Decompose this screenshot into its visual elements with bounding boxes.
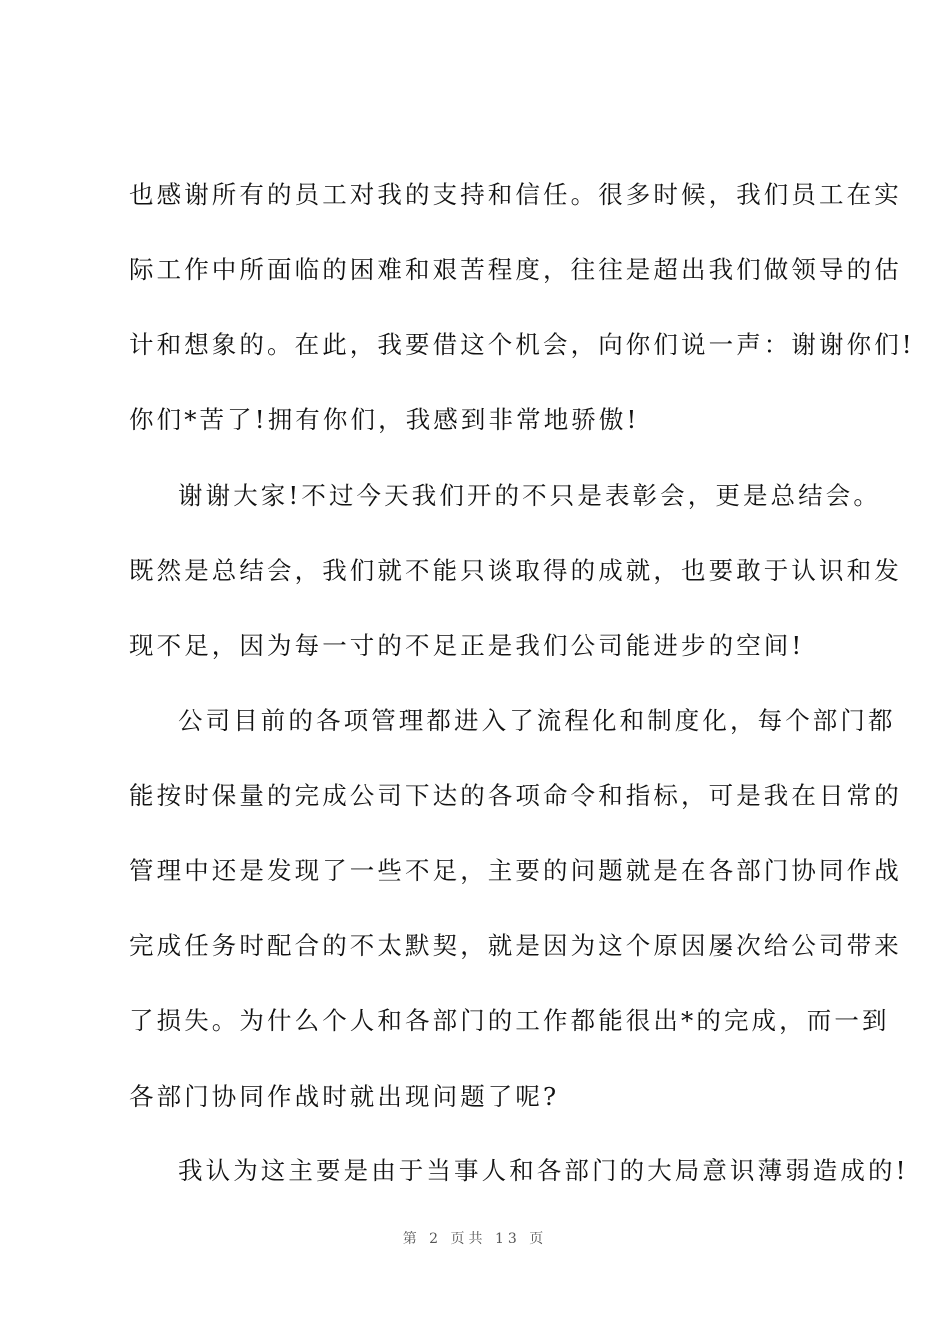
page-footer: 第 2 页共 13 页 bbox=[402, 1231, 548, 1247]
paragraph-line: 管理中还是发现了一些不足，主要的问题就是在各部门协同作战 bbox=[129, 856, 902, 885]
paragraph-line: 各部门协同作战时就出现问题了呢? bbox=[129, 1082, 560, 1111]
paragraph-line: 计和想象的。在此，我要借这个机会，向你们说一声：谢谢你们! bbox=[129, 330, 915, 359]
paragraph-line: 了损失。为什么个人和各部门的工作都能很出*的完成，而一到 bbox=[129, 1006, 890, 1035]
paragraph-line: 谢谢大家!不过今天我们开的不只是表彰会，更是总结会。 bbox=[178, 481, 881, 510]
paragraph-line: 也感谢所有的员工对我的支持和信任。很多时候，我们员工在实 bbox=[129, 180, 902, 209]
paragraph-line: 你们*苦了!拥有你们，我感到非常地骄傲! bbox=[129, 405, 640, 434]
paragraph-line: 完成任务时配合的不太默契，就是因为这个原因屡次给公司带来 bbox=[129, 931, 902, 960]
paragraph-line: 现不足，因为每一寸的不足正是我们公司能进步的空间! bbox=[129, 631, 805, 660]
paragraph-line: 能按时保量的完成公司下达的各项命令和指标，可是我在日常的 bbox=[129, 781, 902, 810]
paragraph-line: 际工作中所面临的困难和艰苦程度，往往是超出我们做领导的估 bbox=[129, 255, 902, 284]
paragraph-line: 既然是总结会，我们就不能只谈取得的成就，也要敢于认识和发 bbox=[129, 556, 902, 585]
paragraph-line: 我认为这主要是由于当事人和各部门的大局意识薄弱造成的! bbox=[178, 1156, 909, 1185]
paragraph-line: 公司目前的各项管理都进入了流程化和制度化，每个部门都 bbox=[178, 706, 896, 735]
